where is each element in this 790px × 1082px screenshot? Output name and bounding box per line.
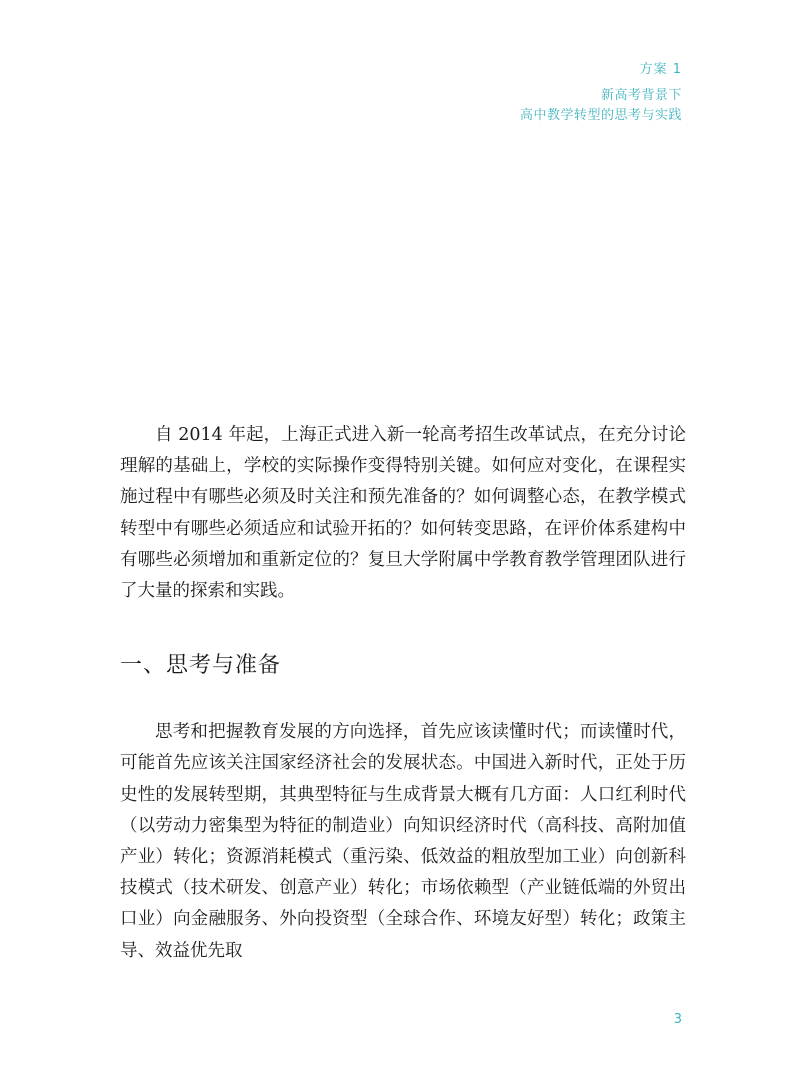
chapter-tag: 方案 1: [639, 62, 682, 77]
section-paragraph: 思考和把握教育发展的方向选择，首先应该读懂时代；而读懂时代，可能首先应该关注国家经济社会的发展状态。中国进入新时代，正处于历史性的发展转型期，其典型特征与生成背景大概有几方面：人口红利时代（以劳动力密集型为特征的制造业）向知识经济时代（高科技、高附加值产业）转化；资源消耗模式（重污染、低效益的粗放型加工业）向创新科技模式（技术研发、创意产业）转化；市场依赖型（产业链低端的外贸出口业）向金融服务、外向投资型（全球合作、环境友好型）转化；政策主导、效益优先取: [120, 722, 686, 961]
section-heading: 一、思考与准备: [120, 653, 282, 679]
page-number: 3: [673, 1012, 682, 1027]
running-header: [520, 60, 682, 126]
page-body: [120, 420, 686, 967]
intro-paragraph: 自 2014 年起，上海正式进入新一轮高考招生改革试点，在充分讨论理解的基础上，学校的实际操作变得特别关键。如何应对变化，在课程实施过程中有哪些必须及时关注和预先准备的？如何调整心态，在教学模式转型中有哪些必须适应和试验开拓的？如何转变思路，在评价体系建构中有哪些必须增加和重新定位的？复旦大学附属中学教育教学管理团队进行了大量的探索和实践。: [120, 425, 686, 602]
header-title-line-2: 高中教学转型的思考与实践: [519, 108, 682, 123]
header-title-line-1: 新高考背景下: [600, 88, 682, 103]
